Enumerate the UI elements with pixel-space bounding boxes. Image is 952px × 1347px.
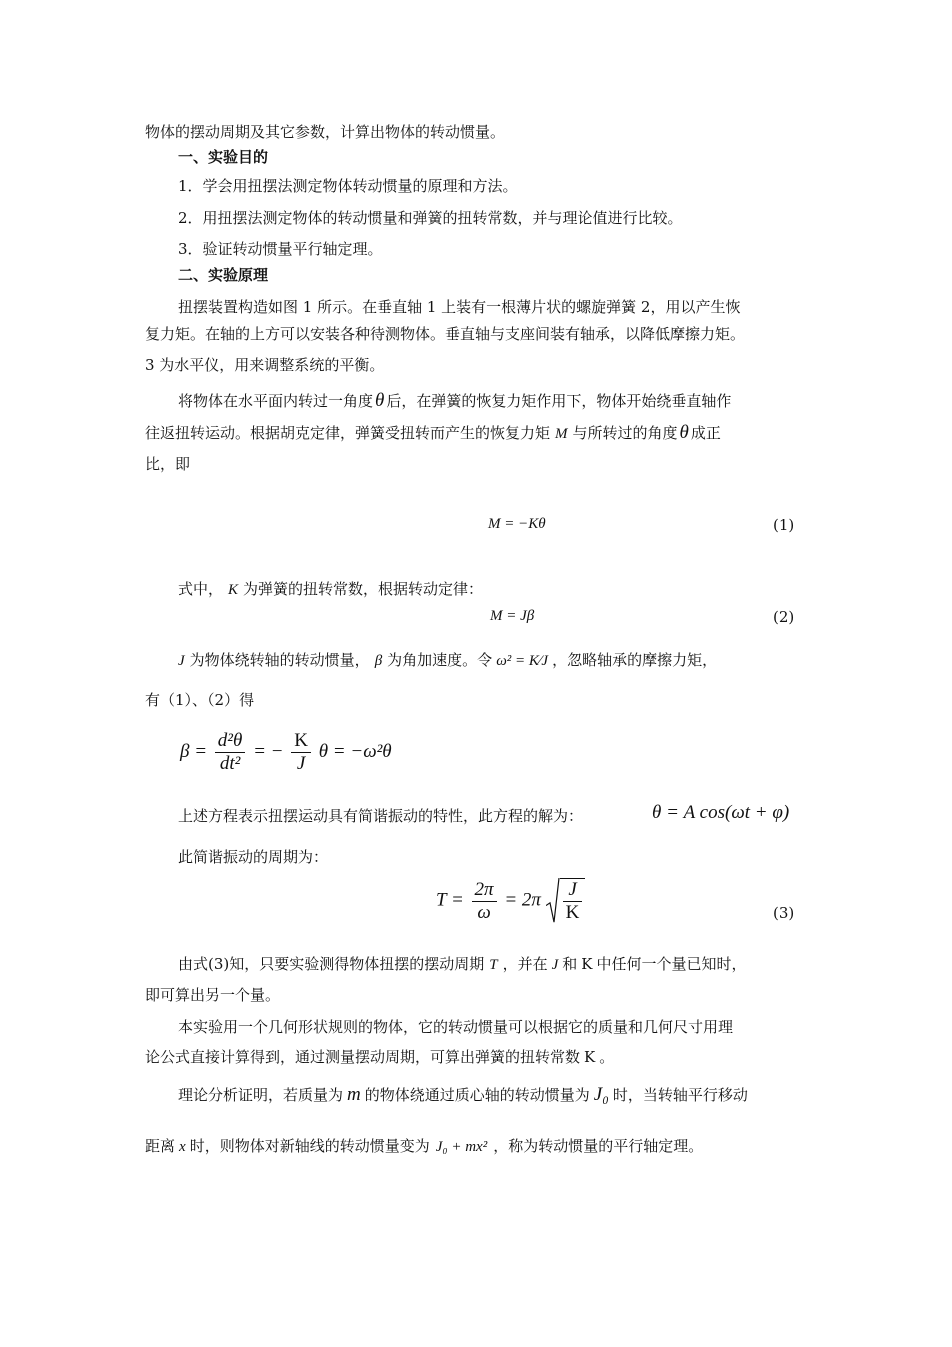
purpose-item-2: 2．用扭摆法测定物体的转动惯量和弹簧的扭转常数，并与理论值进行比较。 <box>178 209 683 227</box>
eq-part: = 2π <box>504 889 541 911</box>
section-heading-purpose: 一、实验目的 <box>178 148 269 166</box>
denominator: ω <box>477 901 491 923</box>
text-line: 3 为水平仪，用来调整系统的平衡。 <box>145 356 385 374</box>
purpose-item-3: 3．验证转动惯量平行轴定理。 <box>178 240 383 258</box>
text-run: 时，则物体对新轴线的转动惯量变为 <box>189 1137 430 1155</box>
text-line <box>178 954 747 975</box>
denominator: K <box>565 902 580 923</box>
inertia-symbol: J <box>178 653 185 669</box>
fraction-2pi-omega <box>472 879 497 924</box>
equation-number-1: (1) <box>773 516 795 534</box>
text-run: 往返扭转运动。根据胡克定律，弹簧受扭转而产生的恢复力矩 <box>145 424 551 442</box>
text-run: 论公式直接计算得到，通过测量摆动周期，可算出弹簧的扭转常数 <box>145 1048 581 1066</box>
spring-constant-symbol: K <box>584 1048 596 1066</box>
text-line: 有（1）、（2）得 <box>145 691 255 709</box>
text-run: ，称为转动惯量的平行轴定理。 <box>493 1137 704 1155</box>
text-run: 时，当转轴平行移动 <box>612 1086 748 1104</box>
text-run: ，忽略轴承的摩擦力矩， <box>552 651 718 669</box>
text-line <box>178 650 717 671</box>
equation-2: M = Jβ <box>490 608 535 624</box>
text-run: ，并在 <box>502 955 548 973</box>
text-line: 即可算出另一个量。 <box>145 986 281 1004</box>
eq-part: θ = −ω²θ <box>318 740 392 762</box>
text-line <box>145 423 721 444</box>
text-run: 的物体绕通过质心轴的转动惯量为 <box>364 1086 590 1104</box>
text-run: 理论分析证明，若质量为 <box>178 1086 344 1104</box>
text-run: 式中， <box>178 580 224 598</box>
text-run: 由式(3)知，只要实验测得物体扭摆的摆动周期 <box>178 955 485 973</box>
torque-symbol: M <box>555 426 568 442</box>
parallel-axis-expression: J₀ + mx² <box>435 1139 488 1155</box>
eq-part: β = <box>180 740 208 762</box>
inertia-symbol: J <box>551 957 559 973</box>
text-run: 与所转过的角度 <box>572 424 678 442</box>
text-run: 成正 <box>690 424 721 442</box>
text-run: 为物体绕转轴的转动惯量， <box>189 651 370 669</box>
numerator: d²θ <box>215 730 246 753</box>
text-line: 上述方程表示扭摆运动具有简谐振动的特性，此方程的解为： <box>178 807 584 825</box>
text-run: 将物体在水平面内转过一角度 <box>178 392 374 410</box>
fraction-d2theta-dt2 <box>215 730 246 775</box>
text-run: 为弹簧的扭转常数，根据转动定律： <box>243 580 484 598</box>
text-run: 距离 <box>145 1137 176 1155</box>
mass-symbol: m <box>347 1084 361 1105</box>
distance-symbol: x <box>179 1139 186 1155</box>
fraction-k-j <box>291 730 311 775</box>
square-root <box>546 878 586 924</box>
j0-symbol: J₀ <box>593 1084 609 1105</box>
section-heading-principle: 二、实验原理 <box>178 266 269 284</box>
denominator: J <box>296 753 306 774</box>
spring-constant-symbol: K <box>581 955 593 973</box>
fraction-j-k <box>563 879 583 924</box>
text-line: 物体的摆动周期及其它参数，计算出物体的转动惯量。 <box>145 123 506 141</box>
text-line <box>178 579 483 600</box>
purpose-item-1: 1．学会用扭摆法测定物体转动惯量的原理和方法。 <box>178 177 518 195</box>
beta-symbol: β <box>374 653 383 669</box>
text-line <box>178 1085 748 1105</box>
numerator: 2π <box>472 879 497 902</box>
text-run: 为角加速度。令 <box>387 651 493 669</box>
eq-part: = − <box>253 740 284 762</box>
text-run: 和 <box>562 955 578 973</box>
equation-number-3: (3) <box>773 904 795 922</box>
text-line <box>145 1047 614 1067</box>
text-line: 复力矩。在轴的上方可以安装各种待测物体。垂直轴与支座间装有轴承，以降低摩擦力矩。 <box>145 325 746 343</box>
text-line: 比，即 <box>145 455 191 473</box>
equation-1: M = −Kθ <box>488 516 546 532</box>
equation-beta <box>180 730 392 775</box>
period-symbol: T <box>489 957 498 973</box>
text-line <box>178 391 731 411</box>
text-line: 扭摆装置构造如图 1 所示。在垂直轴 1 上装有一根薄片状的螺旋弹簧 2，用以产生恢 <box>178 298 741 316</box>
numerator: J <box>563 879 583 902</box>
omega-definition: ω² = K⁄J <box>496 653 549 669</box>
solution-equation: θ = A cos(ωt + φ) <box>652 802 790 823</box>
eq-part: T = <box>436 889 464 911</box>
text-line: 本实验用一个几何形状规则的物体，它的转动惯量可以根据它的质量和几何尺寸用理 <box>178 1018 734 1036</box>
numerator: K <box>291 730 311 753</box>
text-run: 。 <box>599 1048 615 1066</box>
text-run: 中任何一个量已知时， <box>596 955 747 973</box>
text-line: 此简谐振动的周期为： <box>178 848 329 866</box>
equation-3-period <box>436 878 585 924</box>
theta-symbol: θ <box>375 390 385 411</box>
denominator: dt² <box>219 753 241 774</box>
radical-sign-icon <box>546 878 560 924</box>
theta-symbol: θ <box>679 422 689 443</box>
equation-number-2: (2) <box>773 608 795 626</box>
text-run: 后，在弹簧的恢复力矩作用下，物体开始绕垂直轴作 <box>386 392 732 410</box>
text-line <box>145 1136 703 1157</box>
spring-constant-symbol: K <box>228 582 239 598</box>
